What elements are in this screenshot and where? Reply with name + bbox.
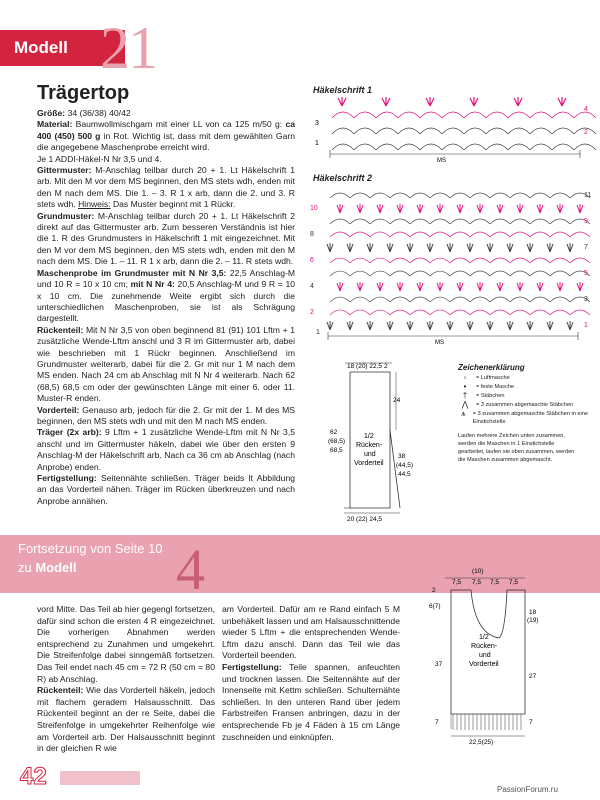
cont-paragraph: am Vorderteil. Dafür am re Rand einfach 5 M unbehäkelt lassen und am Halsausschnittende wieder 5 Lftm + die entsprechenden Wende-Lftm dazu anschl. Dann das Teil wie das Vorderteil beenden.: [222, 604, 400, 661]
band-line1: Fortsetzung von Seite 10: [18, 541, 163, 556]
grund-paragraph: Grundmuster: M-Anschlag teilbar durch 20 + 1. Lt Häkelschrift 2 direkt auf das Gittermuster arb. Zum besseren Verständnis ist hier die 1. R des Grundmusters in Häkelschrift 1 mit eingezeichnet. Mit den M vor dem MS beginnen, den MS stets wdh, enden mit den M nach dem MS. Die 1. – 11. R 1 x arb, dann die 2. – 11. R stets wdh.: [37, 210, 295, 267]
legend-item: • = feste Masche: [463, 382, 515, 391]
chart1-title: Häkelschrift 1: [313, 85, 373, 95]
legend-item: ◦ = Luftmasche: [463, 373, 510, 382]
chart1-row: 3: [315, 120, 319, 127]
chart2-row: 11: [584, 192, 592, 199]
schnitt2-right: (19): [527, 617, 539, 624]
schnitt2-right: 27: [529, 673, 537, 680]
legend: [458, 364, 588, 464]
cont-paragraph: Fertigstellung: Teile spannen, anfeuchten und trocknen lassen. Die Seitennähte auf der Innenseite mit Kettm schließen. Schulternähte schließen. In den unteren Rand über jedem Farbstreifen Fransen anbringen, dazu in der entsprechende Fb je 4 Fäden à 15 cm Länge zuschneiden und einknüpfen.: [222, 661, 400, 742]
instructions-column: [37, 108, 295, 507]
schnitt2-left: 37: [435, 661, 443, 668]
needle-paragraph: Je 1 ADDI-Häkel-N Nr 3,5 und 4.: [37, 153, 162, 164]
schnitt1-left: 62: [330, 429, 338, 436]
schnitt1-label: Rücken-: [356, 442, 383, 449]
chart2-row: 4: [310, 283, 314, 290]
watermark: PassionForum.ru: [497, 785, 558, 794]
schnitt2-right: 7: [529, 719, 533, 726]
schnitt2-top: (10): [472, 568, 484, 575]
band-line2: zu Modell: [18, 560, 77, 575]
fertig-paragraph: Fertigstellung: Seitennähte schließen. Träger beids lt Abbildung an das Vorderteil nähen. Träger im Rücken überkreuzen und nach Anprobe annähen.: [37, 473, 295, 506]
rueck-paragraph: Rückenteil: Mit N Nr 3,5 von oben beginnend 81 (91) 101 Lftm + 1 zusätzliche Wende-Lftm anschl und 3 R im Gittermuster arb, dabei wie beschrieben mit 1 Rückr beginnen. Anschließend im Grundmuster weiterarb, dabei für die 2. Gr mit nur 1 M nach dem MS enden. Nach 24 cm ab Anschlag mit N Nr 4 weiterarb. Nach 62 (68,5) 68,5 cm oder der gewünschten Länge mit einer 6. oder 11. Muster-R enden.: [37, 324, 295, 404]
chart2-row: 2: [310, 309, 314, 316]
model-label: Modell: [14, 38, 68, 57]
schnitt2-label: Rücken-: [471, 643, 498, 650]
chart2-row: 7: [584, 244, 588, 251]
chart2-row: 1: [584, 322, 588, 329]
schematic-1: [330, 358, 455, 528]
traeger-paragraph: Träger (2x arb): 9 Lftm + 1 zusätzliche Wende-Lftm mit N Nr 3,5 anschl und im Gittermuster häkeln, dabei wie über den ersten 9 Anschlag-M der Häkelschrift arb. Nach ca 36 cm ab Anschlag (nach Anprobe) enden.: [37, 427, 295, 472]
page-title: Trägertop: [37, 82, 130, 104]
crochet-chart-2: [308, 184, 600, 350]
schnitt1-label: Vorderteil: [354, 460, 384, 467]
legend-item: ⋀ = 3 zusammen abgemaschte Stäbchen: [461, 400, 574, 409]
chart1-row: 4: [584, 106, 588, 113]
band-number: 4: [176, 537, 205, 602]
size-paragraph: Größe: 34 (36/38) 40/42: [37, 108, 131, 118]
schnitt2-label: Vorderteil: [469, 661, 499, 668]
chart2-title: Häkelschrift 2: [313, 173, 373, 183]
schnitt2-left: 7: [435, 719, 439, 726]
cont-paragraph: Rückenteil: Wie das Vorderteil häkeln, jedoch mit flachem geradem Halsausschnitt. Das Rückenteil beginnt an der re Seite, dabei die Streifenfolge in umgekehrter Reihenfolge wie am Vorderteil arb. Der Halsausschnitt beginnt in der gleichen R wie: [37, 685, 215, 754]
legend-title: Zeichenerklärung: [458, 363, 525, 372]
chart1-row: 1: [315, 140, 319, 147]
schnitt2-left: 2: [432, 587, 436, 594]
cont-paragraph: vord Mitte. Das Teil ab hier gegengl fortsetzen, dafür sind schon die ersten 4 R eingezeichnet. Die vorherigen Abnahmen werden entsprechend zu Zunahmen und umgekehrt. Die Streifenfolge dabei sinngemäß fortsetzen. Das Teil endet nach 45 cm = 72 R (50 cm = 80 R) ab Anschlag.: [37, 604, 215, 684]
schnitt1-right: 44,5: [398, 471, 411, 478]
legend-item: † = Stäbchen: [462, 391, 505, 400]
model-number: 21: [100, 15, 156, 81]
schnitt1-right: 38: [398, 453, 406, 460]
chart2-row: 8: [310, 231, 314, 238]
schnitt2-t: 7,5: [509, 579, 519, 586]
schnitt1-top-edge: 2: [384, 363, 388, 370]
chart1-row: 2: [584, 129, 588, 136]
schnitt2-t: 7,5: [472, 579, 482, 586]
schnitt1-label: 1/2: [364, 433, 374, 440]
probe-paragraph: Maschenprobe im Grundmuster mit N Nr 3,5: 22,5 Anschlag-M und 10 R = 10 x 10 cm; mit N Nr 4: 20,5 Anschlag-M und 9 R = 10 x 10 cm. Die zunehmende Weite ergibt sich durch die unterschiedlichen Maschenproben, sie ist als Schrägung dargestellt.: [37, 267, 296, 324]
cont-column-2: [222, 604, 400, 743]
chart2-row: 6: [310, 257, 314, 264]
cont-column-1: [37, 604, 215, 755]
schnitt1-label: und: [364, 451, 376, 458]
chart2-row: 3: [584, 296, 588, 303]
schnitt1-right: (44,5): [396, 462, 413, 469]
vorder-paragraph: Vorderteil: Genauso arb, jedoch für die 2. Gr mit der 1. M des MS beginnen, den MS stets wdh und mit den M nach MS enden.: [37, 404, 295, 426]
page-number: 42: [20, 763, 47, 790]
schematic-2: [425, 564, 545, 749]
chart2-row: 9: [584, 218, 588, 225]
legend-item: ⩚ = 3 zusammen abgemaschte Stäbchen in eine Einstichstelle: [461, 409, 589, 425]
schnitt2-right: 18: [529, 609, 537, 616]
chart2-row: 1: [316, 329, 320, 336]
schnitt2-label: 1/2: [479, 634, 489, 641]
chart2-row: 10: [310, 205, 318, 212]
schnitt2-t: 7,5: [490, 579, 500, 586]
schnitt1-left: (68,5): [328, 438, 345, 445]
schnitt2-label: und: [479, 652, 491, 659]
schnitt1-bottom: 20 (22) 24,5: [347, 516, 383, 523]
gitter-paragraph: Gittermuster: M-Anschlag teilbar durch 20 + 1. Lt Häkelschrift 1 arb. Mit den M vor dem MS beginnen, den MS stets wdh, enden mit den M nach dem MS. Die 1. – 3. R 1 x arb, dann die 2. und 3. R stets wdh. Hinweis: Das Muster beginnt mit 1 Rückr.: [37, 165, 295, 210]
schnitt2-left: 6(7): [429, 603, 441, 610]
chart1-pattern: [332, 97, 596, 150]
schnitt1-side: 24: [393, 397, 401, 404]
chart1-ms: MS: [437, 158, 446, 164]
chart2-row: 5: [584, 270, 588, 277]
schnitt1-left: 68,5: [330, 447, 343, 454]
schnitt2-t: 7,5: [452, 579, 462, 586]
schnitt1-top: 18 (20) 22,5: [347, 363, 383, 370]
material-paragraph: Material: Baumwollmischgarn mit einer LL von ca 125 m/50 g: ca 400 (450) 500 g in Rot. Wichtig ist, dass mit dem gewählten Garn die angegebene Maschenprobe erreicht wird.: [37, 119, 296, 153]
legend-note: Laufen mehrere Zeichen unten zusammen, werden die Maschen in 1 Einstichstelle gearbeitet, laufen sie oben zusammen, werden die Maschen zusammen abgemascht.: [458, 433, 575, 463]
footer-bar: [60, 771, 140, 785]
crochet-chart-1: [310, 96, 600, 166]
schnitt2-bottom: 22,5(25): [469, 739, 494, 746]
chart2-ms: MS: [435, 340, 444, 346]
chart2-pattern: [327, 193, 590, 330]
